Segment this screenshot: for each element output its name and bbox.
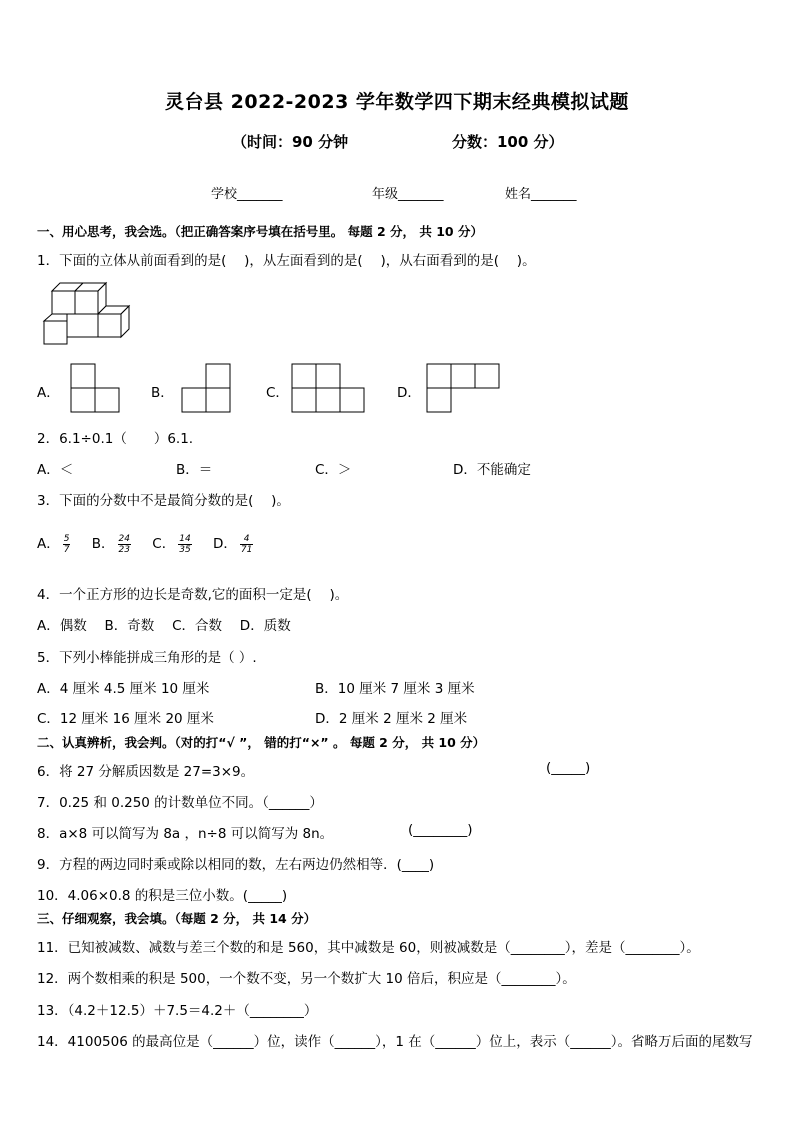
q3-option-c-label: C．: [152, 536, 176, 552]
q2-option-b: B．＝: [176, 462, 213, 478]
q2-option-d: D．不能确定: [453, 462, 531, 478]
fraction-numerator: 5: [63, 533, 70, 544]
question-14: 14．4100506 的最高位是（______）位，读作（______），1 在（______）位上，表示（______）。省略万后面的尾数写: [37, 1034, 753, 1050]
q1-option-c-label: C．: [266, 385, 289, 401]
q3-options: [37, 532, 256, 555]
q1-option-a-label: A．: [37, 385, 60, 401]
grade-field: 年级_______: [372, 187, 444, 202]
q6-answer-blank[interactable]: (_____): [546, 760, 591, 776]
q1-option-b-label: B．: [151, 385, 174, 401]
q2-option-c: C．＞: [315, 462, 352, 478]
q3-option-b-label: B．: [91, 536, 115, 552]
page-title: 灵台县 2022-2023 学年数学四下期末经典模拟试题: [165, 91, 629, 113]
section-1-heading: 一、用心思考，我会选。（把正确答案序号填在括号里。 每题 2 分， 共 10 分）: [37, 224, 483, 239]
q2-option-a: A．＜: [37, 462, 74, 478]
question-3: 3．下面的分数中不是最简分数的是( )。: [37, 493, 290, 509]
question-1: 1．下面的立体从前面看到的是( )，从左面看到的是( )，从右面看到的是( )。: [37, 253, 536, 269]
question-12: 12．两个数相乘的积是 500，一个数不变，另一个数扩大 10 倍后，积应是（________）。: [37, 971, 576, 987]
question-5: 5．下列小棒能拼成三角形的是（ ）.: [37, 650, 257, 666]
fraction-denominator: 23: [118, 544, 130, 555]
q3-option-a-label: A．: [37, 536, 60, 552]
fraction-denominator: 71: [240, 544, 253, 555]
question-2: 2．6.1÷0.1（ ）6.1.: [37, 431, 194, 447]
q1-option-d-label: D．: [397, 385, 421, 401]
question-7: 7．0.25 和 0.250 的计数单位不同。（______）: [37, 795, 323, 811]
section-3-heading: 三、仔细观察，我会填。（每题 2 分， 共 14 分）: [37, 911, 317, 926]
fraction-numerator: 24: [118, 533, 130, 544]
q5-option-c: C．12 厘米 16 厘米 20 厘米: [37, 711, 214, 727]
fraction-numerator: 14: [179, 533, 191, 544]
question-10: 10．4.06×0.8 的积是三位小数。(_____): [37, 888, 288, 904]
q4-options: A．偶数 B．奇数 C．合数 D．质数: [37, 618, 291, 634]
section-2-heading: 二、认真辨析，我会判。（对的打“√ ”， 错的打“×” 。 每题 2 分， 共 10 分）: [37, 735, 486, 750]
question-6: 6．将 27 分解质因数是 27=3×9。: [37, 764, 255, 780]
q3-option-b-fraction: [118, 534, 131, 555]
fraction-numerator: 4: [240, 534, 253, 545]
school-field: 学校_______: [211, 187, 283, 202]
q5-option-a: A．4 厘米 4.5 厘米 10 厘米: [37, 681, 210, 697]
q3-option-d-label: D．: [212, 536, 237, 552]
question-9: 9．方程的两边同时乘或除以相同的数，左右两边仍然相等．(____): [37, 857, 435, 873]
question-4: 4．一个正方形的边长是奇数,它的面积一定是( )。: [37, 587, 349, 603]
q5-option-d: D．2 厘米 2 厘米 2 厘米: [315, 711, 468, 727]
exam-score: 分数：100 分）: [452, 133, 564, 151]
question-11: 11．已知被减数、减数与差三个数的和是 560，其中减数是 60，则被减数是（________），差是（________）。: [37, 940, 700, 956]
question-8: 8．a×8 可以简写为 8a ，n÷8 可以简写为 8n。: [37, 826, 334, 842]
q3-option-a-fraction: [63, 534, 71, 555]
fraction-denominator: 35: [179, 544, 191, 555]
q3-option-c-fraction: [178, 534, 191, 555]
fraction-denominator: 7: [63, 544, 70, 555]
q5-option-b: B．10 厘米 7 厘米 3 厘米: [315, 681, 475, 697]
name-field: 姓名_______: [505, 187, 577, 202]
q3-option-d-fraction: [240, 534, 253, 555]
question-13: 13．（4.2＋12.5）＋7.5＝4.2＋（________）: [37, 1003, 318, 1019]
exam-time: （时间：90 分钟: [232, 133, 349, 151]
q8-answer-blank[interactable]: (________): [408, 822, 473, 838]
